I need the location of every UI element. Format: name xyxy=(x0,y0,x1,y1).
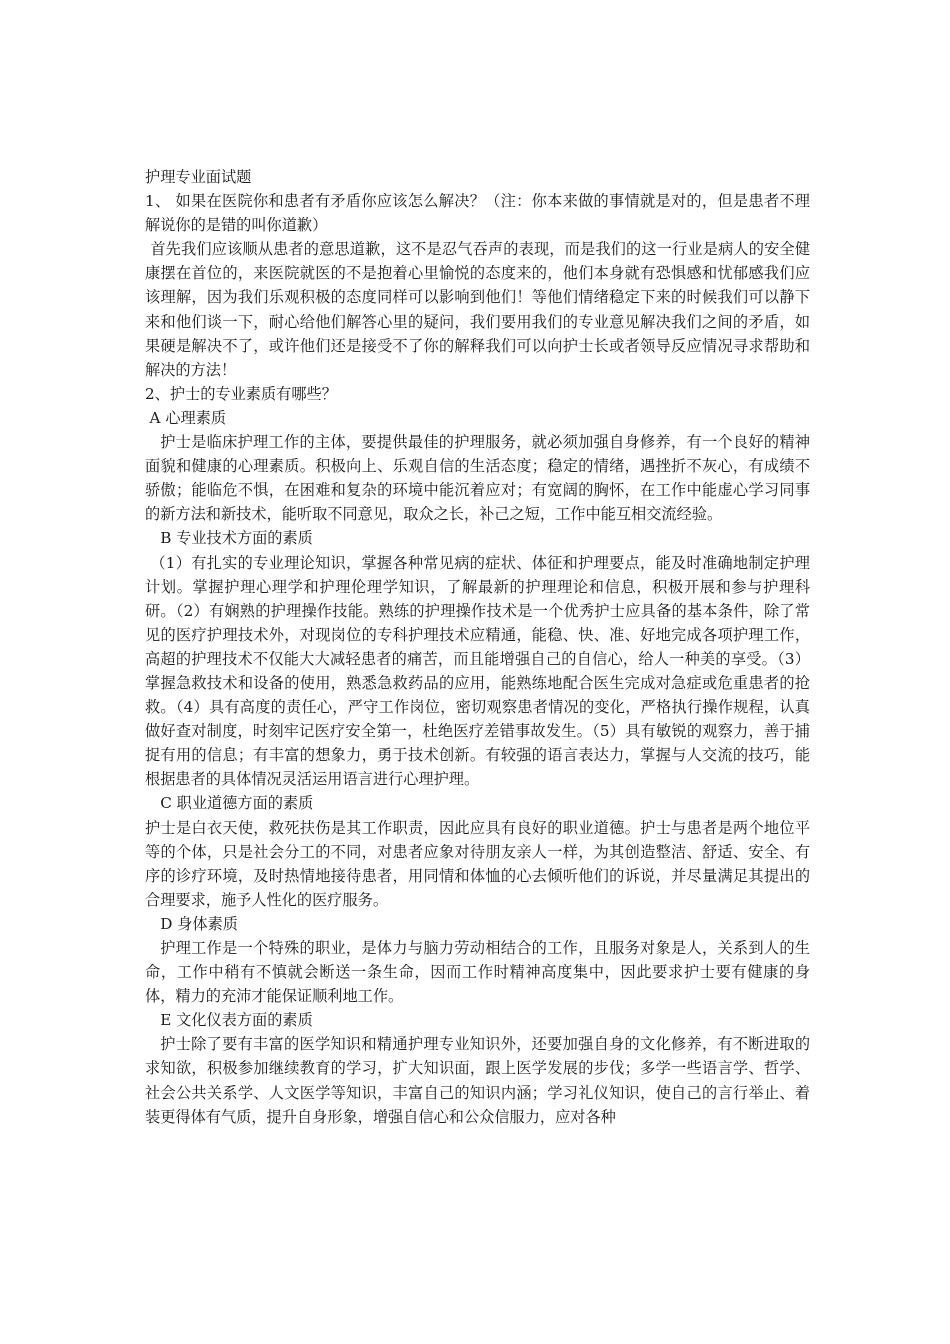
section-a-heading: A 心理素质 xyxy=(149,408,227,427)
section-c-body: 护士是白衣天使，救死扶伤是其工作职责，因此应具有良好的职业道德。护士与患者是两个地位平等的个体，只是社会分工的不同，对患者应象对待朋友亲人一样，为其创造整洁、舒适、安全、有序的诊疗环境，及时热情地接待患者，用同情和体恤的心去倾听他们的诉说，并尽量满足其提出的合理要求，施予人性化的医疗服务。 xyxy=(145,818,810,909)
question-2: 2、护士的专业素质有哪些？ xyxy=(145,384,337,403)
section-a-body: 护士是临床护理工作的主体，要提供最佳的护理服务，就必须加强自身修养，有一个良好的精神面貌和健康的心理素质。积极向上、乐观自信的生活态度；稳定的情绪，遇挫折不灰心，有成绩不骄傲；能临危不惧，在困难和复杂的环境中能沉着应对；有宽阔的胸怀，在工作中能虚心学习同事的新方法和新技术，能听取不同意见，取众之长，补己之短，工作中能互相交流经验。 xyxy=(145,433,810,524)
section-b-heading: B 专业技术方面的素质 xyxy=(160,529,313,548)
document-page xyxy=(145,165,810,1129)
document-title: 护理专业面试题 xyxy=(145,168,252,186)
section-b-body: （1）有扎实的专业理论知识，掌握各种常见病的症状、体征和护理要点，能及时准确地制定护理计划。掌握护理心理学和护理伦理学知识，了解最新的护理理论和信息，积极开展和参与护理科研。（2）有娴熟的护理操作技能。熟练的护理操作技术是一个优秀护士应具备的基本条件，除了常见的医疗护理技术外，对现岗位的专科护理技术应精通，能稳、快、准、好地完成各项护理工作，高超的护理技术不仅能大大减轻患者的痛苦，而且能增强自己的自信心，给人一种美的享受。（3）掌握急救技术和设备的使用，熟悉急救药品的应用，能熟练地配合医生完成对急症或危重患者的抢救。（4）具有高度的责任心，严守工作岗位，密切观察患者情况的变化，严格执行操作规程，认真做好查对制度，时刻牢记医疗安全第一，杜绝医疗差错事故发生。（5）具有敏锐的观察力，善于捕捉有用的信息；有丰富的想象力，勇于技术创新。有较强的语言表达力，掌握与人交流的技巧，能根据患者的具体情况灵活运用语言进行心理护理。 xyxy=(145,553,810,789)
section-e-body: 护士除了要有丰富的医学知识和精通护理专业知识外，还要加强自身的文化修养，有不断进取的求知欲，积极参加继续教育的学习，扩大知识面，跟上医学发展的步伐；多学一些语言学、哲学、社会公共关系学、人文医学等知识，丰富自己的知识内涵；学习礼仪知识，使自己的言行举止、着装更得体有气质，提升自身形象，增强自信心和公众信服力，应对各种 xyxy=(145,1035,810,1126)
question-1: 1、 如果在医院你和患者有矛盾你应该怎么解决？（注：你本来做的事情就是对的，但是患者不理解说你的是错的叫你道歉） xyxy=(145,192,810,235)
answer-1: 首先我们应该顺从患者的意思道歉，这不是忍气吞声的表现，而是我们的这一行业是病人的安全健康摆在首位的，来医院就医的不是抱着心里愉悦的态度来的，他们本身就有恐惧感和忧郁感我们应该理解，因为我们乐观积极的态度同样可以影响到他们！等他们情绪稳定下来的时候我们可以静下来和他们谈一下，耐心给他们解答心里的疑问，我们要用我们的专业意见解决我们之间的矛盾，如果硬是解决不了，或许他们还是接受不了你的解释我们可以向护士长或者领导反应情况寻求帮助和解决的方法！ xyxy=(145,240,810,379)
section-d-heading: D 身体素质 xyxy=(160,914,238,933)
section-c-heading: C 职业道德方面的素质 xyxy=(160,794,314,813)
section-e-heading: E 文化仪表方面的素质 xyxy=(160,1011,313,1030)
section-d-body: 护理工作是一个特殊的职业，是体力与脑力劳动相结合的工作，且服务对象是人，关系到人的生命，工作中稍有不慎就会断送一条生命，因而工作时精神高度集中，因此要求护士要有健康的身体，精力的充沛才能保证顺利地工作。 xyxy=(145,939,810,1006)
